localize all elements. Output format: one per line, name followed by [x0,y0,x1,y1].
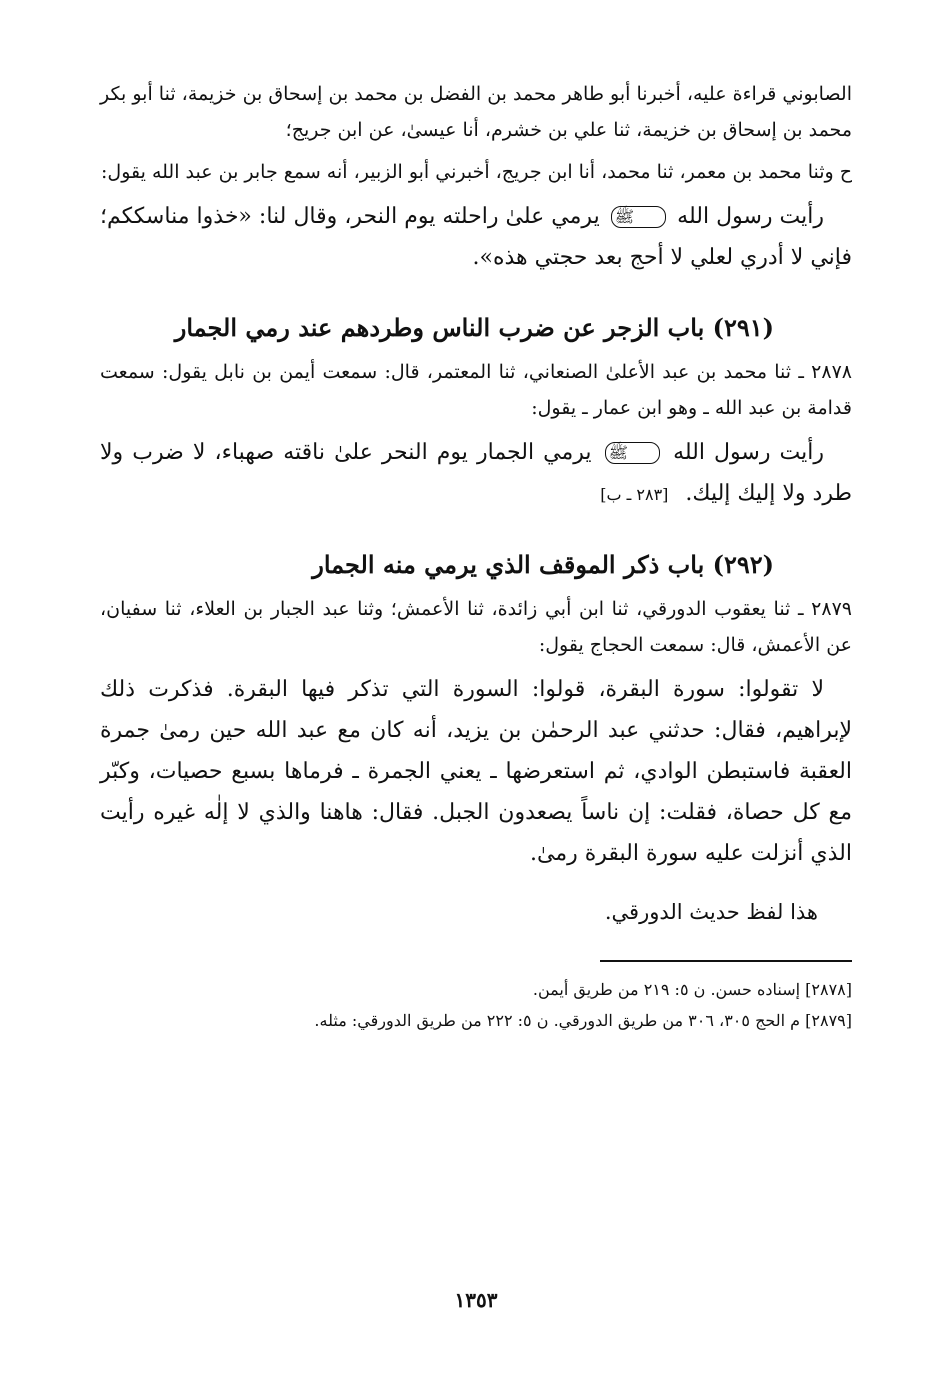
hadith-text-2878-rest: يرمي الجمار يوم النحر علىٰ ناقته صهباء، لا ضرب ولا طرد ولا إليك إليك. [100,440,852,506]
isnad-paragraph-1: الصابوني قراءة عليه، أخبرنا أبو طاهر محمد بن الفضل بن محمد بن إسحاق بن خزيمة، ثنا أبو بكر محمد بن إسحاق بن خزيمة، ثنا علي بن خشرم، أنا عيسىٰ، عن ابن جريج؛ [100,83,852,141]
hadith-text-1-start: رأيت رسول الله [677,204,825,229]
salutation-glyph: ﷺ [611,206,666,228]
hadith-2879-isnad: ٢٨٧٩ ـ ثنا يعقوب الدورقي، ثنا ابن أبي زائدة، ثنا الأعمش؛ وثنا عبد الجبار بن العلاء، ثنا سفيان، عن الأعمش، قال: سمعت الحجاج يقول: [100,598,852,656]
manuscript-folio-ref: [٢٨٣ ـ ب] [600,485,669,504]
salutation-glyph: ﷺ [605,442,660,464]
footnote-2878: [٢٨٧٨] إسناده حسن. ن ٥: ٢١٩ من طريق أيمن. [532,980,852,999]
hadith-text-2878 [100,432,852,515]
hadith-text-2878-start: رأيت رسول الله [673,440,825,465]
footnote-divider [600,960,852,962]
isnad-paragraph-2: ح وثنا محمد بن معمر، ثنا محمد، أنا ابن جريج، أخبرني أبو الزبير، أنه سمع جابر بن عبد الله يقول: [100,161,852,183]
closing-note: هذا لفظ حديث الدورقي. [604,900,818,924]
chapter-heading-292: (٢٩٢) باب ذكر الموقف الذي يرمي منه الجمار [312,550,774,579]
hadith-text-1 [100,196,852,278]
page-body [100,76,852,1036]
footnote-2879: [٢٨٧٩] م الحج ٣٠٥، ٣٠٦ من طريق الدورقي. ن ٥: ٢٢٢ من طريق الدورقي: مثله. [314,1011,852,1030]
chapter-heading-291: (٢٩١) باب الزجر عن ضرب الناس وطردهم عند رمي الجمار [174,313,774,342]
hadith-text-2879: لا تقولوا: سورة البقرة، قولوا: السورة التي تذكر فيها البقرة. فذكرت ذلك لإبراهيم، فقال: حدثني عبد الرحمٰن بن يزيد، أنه كان مع عبد الله حين رمىٰ جمرة العقبة فاستبطن الوادي، ثم استعرضها ـ يعني الجمرة ـ فرماها بسبع حصيات، وكبّر مع كل حصاة، فقلت: إن ناساً يصعدون الجبل. فقال: هاهنا والذي لا إلٰه غيره رأيت الذي أنزلت عليه سورة البقرة رمىٰ. [100,677,852,866]
hadith-text-1-rest: يرمي علىٰ راحلته يوم النحر، وقال لنا: «خذوا مناسككم؛ فإني لا أدري لعلي لا أحج بعد حجتي هذه». [100,204,852,270]
page-number: ١٣٥٣ [454,1288,498,1312]
hadith-2878-isnad: ٢٨٧٨ ـ ثنا محمد بن عبد الأعلىٰ الصنعاني، ثنا المعتمر، قال: سمعت أيمن بن نابل يقول: سمعت قدامة بن عبد الله ـ وهو ابن عمار ـ يقول: [100,361,852,419]
